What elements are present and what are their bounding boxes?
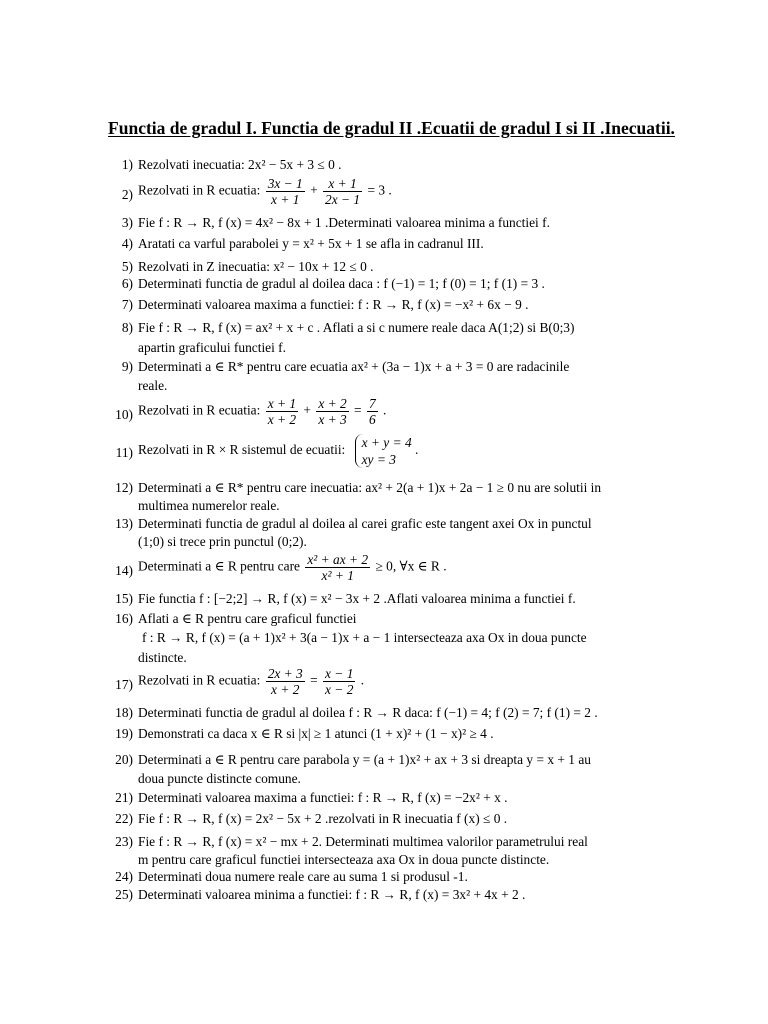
fraction: $\frac{x + 1}{2x - 1}$ [325,176,361,207]
fraction: $\frac{x - 1}{x - 2}$ [325,666,354,697]
page-title: Functia de gradul I. Functia de gradul II .Ecuatii de gradul I si II .Inecuatii. [108,118,675,138]
fraction: $\frac{2x + 3}{x + 2}$ [267,666,303,697]
fraction: $\frac{x + 2}{x + 3}$ [318,396,347,427]
fraction: $\frac{7}{6}$ [368,396,376,427]
fraction: $\frac{3x - 1}{x + 1}$ [267,176,303,207]
fraction: $\frac{\text{x² + ax + 2}}{\text{x² + 1}}$ [307,552,369,583]
fraction: $\frac{x + 1}{x + 2}$ [267,396,297,427]
equation-system: x + y = 4 xy = 3 [355,434,412,468]
